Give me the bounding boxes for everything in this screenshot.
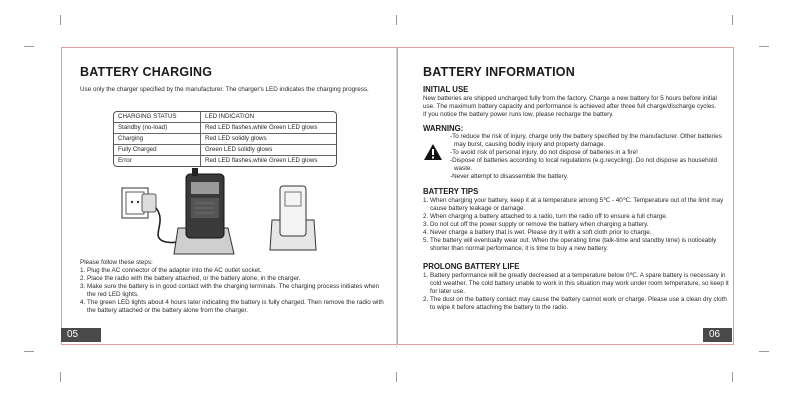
- crop-mark: [24, 351, 34, 352]
- page-number-left: 05: [61, 328, 101, 342]
- battery-tips-heading: BATTERY TIPS: [423, 187, 479, 196]
- crop-mark: [759, 351, 769, 352]
- list-item: -To avoid risk of personal injury, do not dispose of batteries in a fire!: [450, 149, 638, 156]
- crop-mark: [759, 46, 769, 47]
- right-page-title: BATTERY INFORMATION: [423, 65, 575, 79]
- table-cell: Red LED flashes,while Green LED glows: [205, 157, 318, 164]
- crop-mark: [732, 15, 733, 25]
- radio-charging-illustration: [118, 168, 258, 258]
- prolong-battery-list: [423, 272, 730, 312]
- warning-heading: WARNING:: [423, 124, 464, 133]
- list-item: 4. Never charge a battery that is wet. Please dry it with a soft cloth prior to charge.: [430, 229, 730, 237]
- charging-steps-list: [80, 267, 387, 315]
- initial-use-heading: INITIAL USE: [423, 85, 469, 94]
- initial-use-text: New batteries are shipped uncharged fully from the factory. Charge a new battery for 5 hours before initial use. The maximum battery capacity and performance is achieved after three full charge/discharge cycles. If you notice the battery power runs low, please recharge the battery.: [423, 95, 717, 118]
- crop-mark: [396, 15, 397, 25]
- table-row: [114, 122, 336, 133]
- battery-in-charger-illustration: [268, 180, 318, 252]
- steps-intro: Please follow these steps:: [80, 259, 153, 266]
- list-item: -To reduce the risk of injury, charge only the battery specified by the manufacturer. Other batteries may burst, causing bodily injury and property damage.: [450, 133, 722, 148]
- crop-mark: [732, 372, 733, 382]
- crop-mark: [396, 372, 397, 382]
- warning-triangle-icon: [423, 143, 443, 161]
- list-item: 4. The green LED lights about 4 hours later indicating the battery is fully charged. Then remove the radio with the battery attached or the battery alone from the charger.: [87, 299, 387, 315]
- list-item: 1. When charging your battery, keep it at a temperature among 5℃ - 40℃. Temperature out of the limit may cause battery leakage or damage.: [430, 197, 730, 213]
- table-cell: Red LED solidly glows: [205, 135, 267, 142]
- charging-intro: Use only the charger specified by the manufacturer. The charger's LED indicates the charging progress.: [80, 86, 369, 93]
- table-row: [114, 155, 336, 166]
- list-item: 5. The battery will eventually wear out. When the operating time (talk-time and standby time) is noticeably shorter than normal performance, it is time to buy a new battery.: [430, 237, 730, 253]
- crop-mark: [60, 372, 61, 382]
- crop-mark: [24, 46, 34, 47]
- warning-list: [446, 133, 722, 181]
- list-item: 3. Make sure the battery is in good contact with the charging terminals. The charging process initiates when the red LED lights.: [87, 283, 387, 299]
- table-header-row: [114, 112, 336, 122]
- table-cell: Standby (no-load): [114, 123, 201, 133]
- table-cell: Red LED flashes,while Green LED glows: [205, 124, 318, 131]
- table-cell: Error: [114, 156, 201, 166]
- charging-status-table: [113, 111, 337, 167]
- table-row: [114, 133, 336, 144]
- list-item: 2. When charging a battery attached to a radio, turn the radio off to ensure a full charge.: [430, 213, 730, 221]
- table-cell: Charging: [114, 134, 201, 144]
- battery-icon: [280, 186, 306, 236]
- table-cell: Fully Charged: [114, 145, 201, 155]
- table-row: [114, 144, 336, 155]
- list-item: 2. The dust on the battery contact may cause the battery cannot work or charge. Please use a clean dry cloth to wipe it before attaching the battery to the radio.: [430, 296, 730, 312]
- adapter-icon: [142, 194, 156, 212]
- list-item: -Dispose of batteries according to local regulations (e.g.recycling). Do not dispose as household waste.: [450, 157, 718, 172]
- page-number-right: 06: [703, 328, 732, 342]
- list-item: 1. Battery performance will be greatly decreased at a temperature below 0℃. A spare battery is necessary in cold weather. The cold battery unable to work in this situation may work under room temperature, so keep it for later use.: [430, 272, 730, 296]
- list-item: 3. Do not cut off the power supply or remove the battery when charging a battery.: [430, 221, 730, 229]
- table-header-cell: CHARGING STATUS: [114, 112, 201, 122]
- table-cell: Green LED solidly glows: [205, 146, 273, 153]
- list-item: -Never attempt to disassemble the battery.: [450, 173, 569, 180]
- table-header-cell: LED INDICATION: [205, 113, 255, 120]
- page-spine: [396, 48, 397, 348]
- battery-tips-list: [423, 197, 730, 253]
- crop-mark: [60, 15, 61, 25]
- left-page-title: BATTERY CHARGING: [80, 65, 213, 79]
- prolong-battery-heading: PROLONG BATTERY LIFE: [423, 262, 520, 271]
- list-item: 1. Plug the AC connector of the adapter into the AC outlet socket.: [87, 267, 387, 275]
- list-item: 2. Place the radio with the battery attached, or the battery alone, in the charger.: [87, 275, 387, 283]
